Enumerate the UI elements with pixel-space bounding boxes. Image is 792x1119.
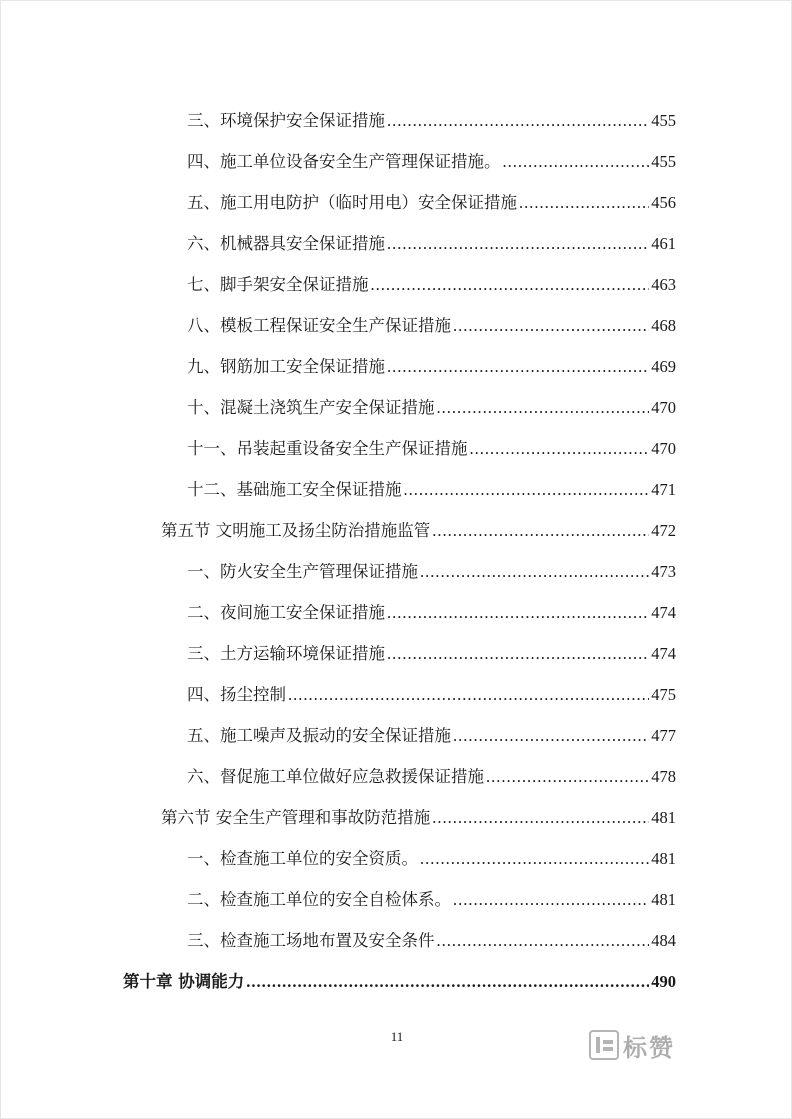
- toc-entry-page: 455: [651, 152, 676, 171]
- toc-entry-page: 455: [651, 111, 676, 130]
- watermark-text: 标赞: [623, 1033, 675, 1062]
- toc-section-entry[interactable]: [161, 518, 676, 544]
- toc-entry-page: 481: [651, 890, 676, 909]
- toc-entry-title: 第五节 文明施工及扬尘防治措施监管: [161, 521, 431, 540]
- page-number: 11: [390, 1029, 404, 1044]
- toc-leader-dots: [437, 928, 650, 954]
- toc-entry-page: 463: [651, 275, 676, 294]
- toc-entry-title: 五、施工噪声及振动的安全保证措施: [187, 726, 451, 745]
- toc-entry-page: 470: [651, 398, 676, 417]
- toc-entry[interactable]: [187, 600, 676, 626]
- toc-entry-title: 十一、吊装起重设备安全生产保证措施: [187, 439, 468, 458]
- toc-entry[interactable]: [187, 641, 676, 667]
- toc-entry-title: 八、模板工程保证安全生产保证措施: [187, 316, 451, 335]
- toc-entry-title: 三、环境保护安全保证措施: [187, 111, 385, 130]
- toc-entry[interactable]: [187, 313, 676, 339]
- toc-entry-page: 468: [651, 316, 676, 335]
- toc-entry-title: 六、机械器具安全保证措施: [187, 234, 385, 253]
- toc-entry[interactable]: [187, 354, 676, 380]
- toc-entry-page: 475: [651, 685, 676, 704]
- toc-entry-title: 四、扬尘控制: [187, 685, 286, 704]
- toc-entry-page: 474: [651, 644, 676, 663]
- watermark: [589, 1025, 675, 1065]
- toc-leader-dots: [503, 149, 650, 175]
- toc-leader-dots: [404, 477, 650, 503]
- toc-entry-page: 478: [651, 767, 676, 786]
- toc-entry-title: 十、混凝土浇筑生产安全保证措施: [187, 398, 435, 417]
- toc-leader-dots: [453, 313, 649, 339]
- toc-entry[interactable]: [187, 395, 676, 421]
- toc-entry-page: 470: [651, 439, 676, 458]
- toc-entry[interactable]: [187, 436, 676, 462]
- toc-entry-page: 481: [651, 808, 676, 827]
- toc-entry-page: 484: [651, 931, 676, 950]
- toc-leader-dots: [246, 969, 649, 995]
- toc-leader-dots: [387, 108, 649, 134]
- toc-leader-dots: [470, 436, 650, 462]
- toc-entry[interactable]: [187, 846, 676, 872]
- toc-leader-dots: [453, 723, 649, 749]
- toc-entry-page: 471: [651, 480, 676, 499]
- toc-entry[interactable]: [187, 190, 676, 216]
- toc-leader-dots: [453, 887, 649, 913]
- toc-entry-title: 四、施工单位设备安全生产管理保证措施。: [187, 152, 501, 171]
- toc-entry[interactable]: [187, 928, 676, 954]
- toc-entry-title: 三、检查施工场地布置及安全条件: [187, 931, 435, 950]
- toc-entry-title: 二、检查施工单位的安全自检体系。: [187, 890, 451, 909]
- toc-entry-page: 473: [651, 562, 676, 581]
- toc-entry[interactable]: [187, 723, 676, 749]
- toc-entry[interactable]: [187, 887, 676, 913]
- toc-entry[interactable]: [187, 477, 676, 503]
- toc-entry-title: 五、施工用电防护（临时用电）安全保证措施: [187, 193, 517, 212]
- toc-entry-page: 456: [651, 193, 676, 212]
- toc-entry-title: 二、夜间施工安全保证措施: [187, 603, 385, 622]
- toc-leader-dots: [486, 764, 649, 790]
- toc-entry-page: 472: [651, 521, 676, 540]
- toc-entry-page: 461: [651, 234, 676, 253]
- toc-entry-title: 第六节 安全生产管理和事故防范措施: [161, 808, 431, 827]
- toc-entry[interactable]: [187, 764, 676, 790]
- toc-entry-page: 474: [651, 603, 676, 622]
- toc-entry[interactable]: [187, 272, 676, 298]
- toc-entry[interactable]: [187, 559, 676, 585]
- toc-entry[interactable]: [187, 231, 676, 257]
- watermark-logo-icon: [589, 1030, 619, 1060]
- toc-entry[interactable]: [187, 682, 676, 708]
- toc-entry-title: 第十章 协调能力: [123, 972, 245, 991]
- toc-leader-dots: [519, 190, 649, 216]
- toc-leader-dots: [437, 395, 650, 421]
- toc-leader-dots: [371, 272, 650, 298]
- toc-chapter-entry[interactable]: [123, 969, 676, 995]
- toc-leader-dots: [387, 641, 649, 667]
- toc-leader-dots: [387, 354, 649, 380]
- toc-leader-dots: [420, 559, 649, 585]
- toc-leader-dots: [420, 846, 649, 872]
- toc-entry-title: 六、督促施工单位做好应急救援保证措施: [187, 767, 484, 786]
- toc-leader-dots: [432, 805, 649, 831]
- toc-entry-title: 七、脚手架安全保证措施: [187, 275, 369, 294]
- toc-entry-page: 481: [651, 849, 676, 868]
- toc-entry-title: 一、防火安全生产管理保证措施: [187, 562, 418, 581]
- toc-entry-title: 十二、基础施工安全保证措施: [187, 480, 402, 499]
- toc-entry[interactable]: [187, 108, 676, 134]
- toc-leader-dots: [288, 682, 649, 708]
- toc-entry[interactable]: [187, 149, 676, 175]
- toc-entry-title: 三、土方运输环境保证措施: [187, 644, 385, 663]
- toc-leader-dots: [387, 231, 649, 257]
- toc-entry-page: 477: [651, 726, 676, 745]
- toc-entry-page: 490: [651, 972, 676, 991]
- toc-leader-dots: [432, 518, 649, 544]
- toc-leader-dots: [387, 600, 649, 626]
- toc-entry-title: 一、检查施工单位的安全资质。: [187, 849, 418, 868]
- toc-entry-title: 九、钢筋加工安全保证措施: [187, 357, 385, 376]
- toc-section-entry[interactable]: [161, 805, 676, 831]
- toc-entry-page: 469: [651, 357, 676, 376]
